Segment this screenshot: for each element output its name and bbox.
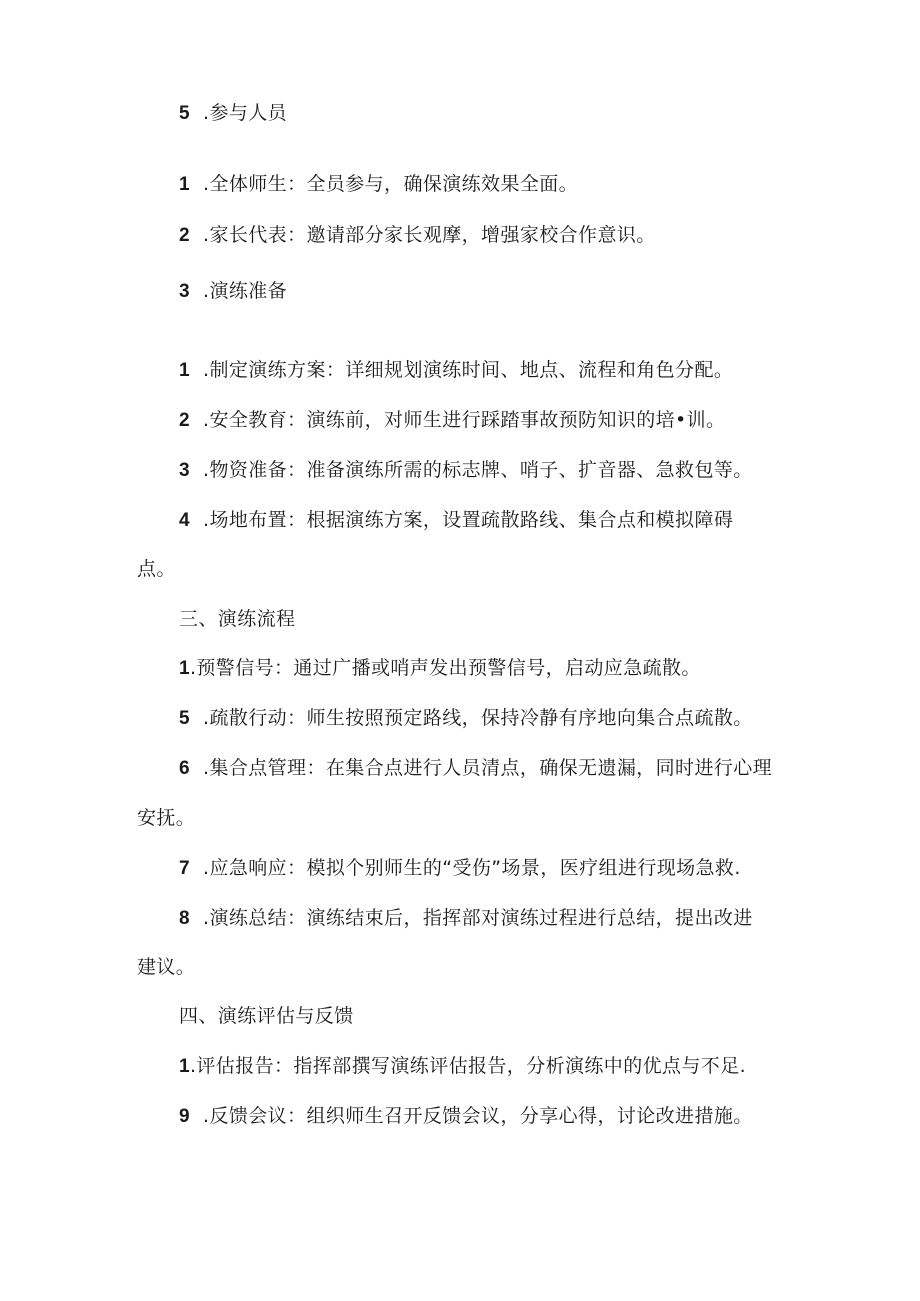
item-number: 2: [179, 225, 190, 246]
list-item-continuation: [0, 556, 920, 582]
item-text: .反馈会议：组织师生召开反馈会议，分享心得，讨论改进措施。: [203, 1105, 753, 1127]
item-text: .制定演练方案：详细规划演练时间、地点、流程和角色分配。: [203, 359, 734, 381]
item-number: 8: [179, 908, 190, 929]
item-number: 1: [179, 1056, 190, 1077]
item-number: 3: [179, 281, 190, 302]
item-text: .演练总结：演练结束后，指挥部对演练过程进行总结，提出改进: [203, 907, 753, 929]
item-number: 1: [179, 174, 190, 195]
item-text: .评估报告：指挥部撰写演练评估报告，分析演练中的优点与不足.: [189, 1055, 747, 1077]
item-number: 2: [179, 410, 190, 431]
item-text: .应急响应：模拟个别师生的“受伤”场景，医疗组进行现场急救.: [203, 857, 741, 879]
item-text: 建议。: [137, 956, 196, 978]
section-heading-evaluation: [0, 1003, 920, 1029]
list-item: [0, 407, 920, 434]
heading-participants: [0, 100, 920, 127]
list-item: [0, 457, 920, 484]
list-item: [0, 655, 920, 682]
item-number: 4: [179, 510, 190, 531]
list-item: [0, 1103, 920, 1130]
heading-text: 三、演练流程: [179, 608, 296, 630]
item-number: 1: [179, 360, 190, 381]
section-heading-procedure: [0, 606, 920, 632]
item-number: 6: [179, 758, 190, 779]
item-text: .集合点管理：在集合点进行人员清点，确保无遗漏，同时进行心理: [203, 757, 773, 779]
item-number: 9: [179, 1106, 190, 1127]
list-item-continuation: [0, 954, 920, 980]
item-text: .疏散行动：师生按照预定路线，保持冷静有序地向集合点疏散。: [203, 707, 753, 729]
item-number: 7: [179, 858, 190, 879]
heading-preparation: [0, 278, 920, 305]
list-item: [0, 222, 920, 249]
list-item: [0, 171, 920, 198]
list-item: [0, 755, 920, 782]
item-number: 3: [179, 460, 190, 481]
item-text: .预警信号：通过广播或哨声发出预警信号，启动应急疏散。: [189, 657, 701, 679]
list-item: [0, 507, 920, 534]
item-number: 1: [179, 658, 190, 679]
item-text: .场地布置：根据演练方案，设置疏散路线、集合点和模拟障碍: [203, 509, 734, 531]
item-text: .全体师生：全员参与，确保演练效果全面。: [203, 173, 579, 195]
heading-text: 四、演练评估与反馈: [179, 1005, 354, 1027]
list-item-continuation: [0, 805, 920, 831]
item-text: .安全教育：演练前，对师生进行踩踏事故预防知识的培•训。: [203, 409, 726, 431]
list-item: [0, 1053, 920, 1080]
item-text: .物资准备：准备演练所需的标志牌、哨子、扩音器、急救包等。: [203, 459, 753, 481]
item-number: 5: [179, 708, 190, 729]
item-text: .家长代表：邀请部分家长观摩，增强家校合作意识。: [203, 224, 656, 246]
item-text: .演练准备: [203, 280, 288, 302]
item-text: .参与人员: [203, 102, 288, 124]
item-number: 5: [179, 103, 190, 124]
list-item: [0, 855, 920, 882]
list-item: [0, 357, 920, 384]
item-text: 点。: [137, 558, 176, 580]
item-text: 安抚。: [137, 807, 196, 829]
list-item: [0, 905, 920, 932]
list-item: [0, 705, 920, 732]
